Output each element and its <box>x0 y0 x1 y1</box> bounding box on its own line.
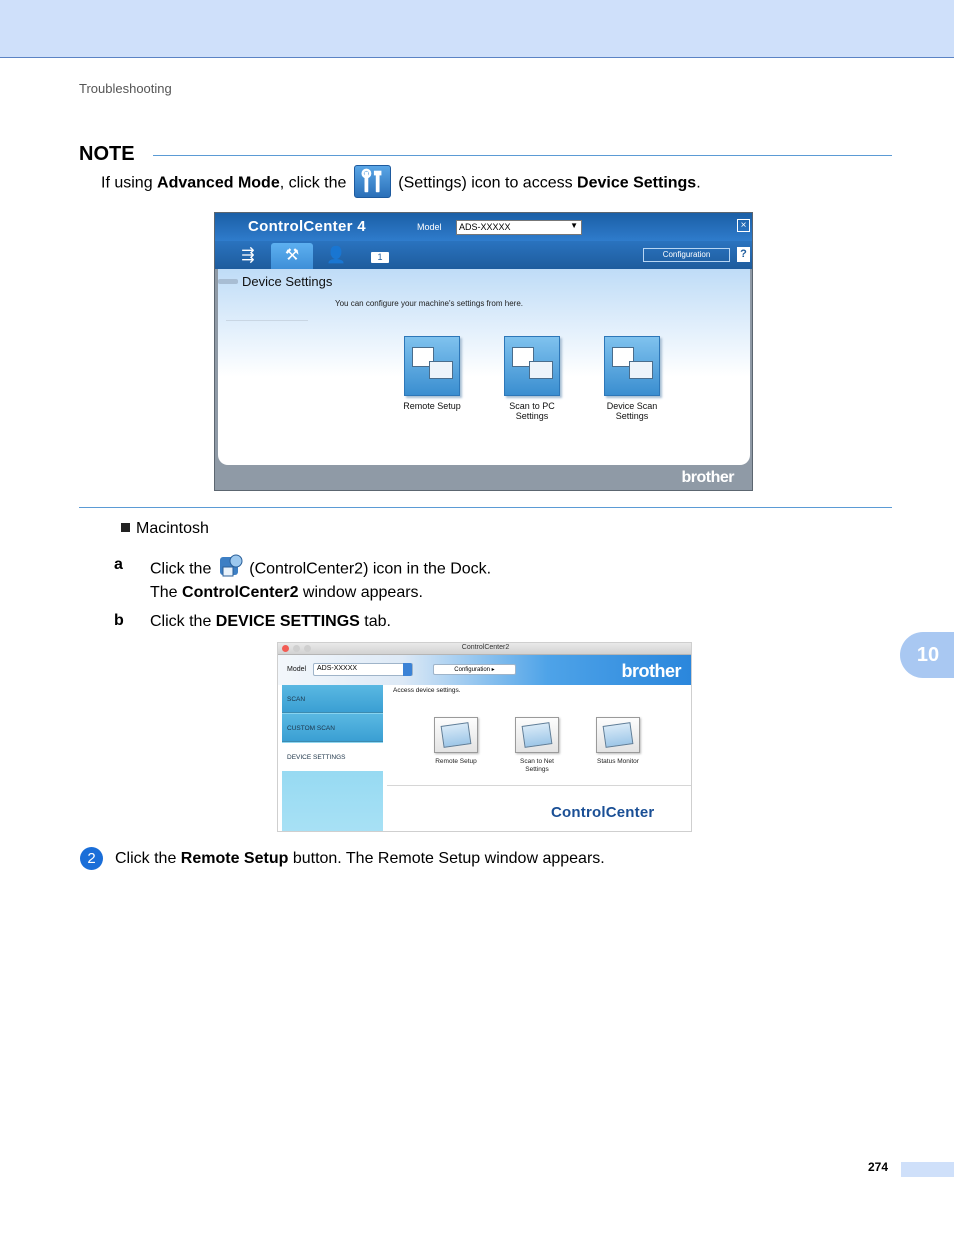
sidebar-item-scan[interactable]: SCAN <box>282 685 383 713</box>
panel-divider <box>226 320 308 321</box>
scan-to-pc-icon <box>504 336 560 396</box>
running-header: Troubleshooting <box>79 81 172 96</box>
button-label: Device Scan Settings <box>606 401 658 421</box>
controlcenter4-screenshot <box>214 212 753 491</box>
cc4-model-value: ADS-XXXXX <box>459 222 511 232</box>
macintosh-bullet <box>121 520 209 538</box>
header-band <box>0 0 954 58</box>
controlcenter2-screenshot <box>277 642 692 832</box>
step-c-text: Click the Remote Setup button. The Remote Setup window appears. <box>115 850 605 867</box>
help-button[interactable]: ? <box>737 247 750 262</box>
cc4-tabbar <box>215 241 752 269</box>
device-settings-bold: Device Settings <box>577 174 697 192</box>
status-monitor-icon <box>596 717 640 753</box>
cc4-panel <box>218 269 750 465</box>
note-text-part: . <box>696 174 701 192</box>
remote-setup-icon <box>434 717 478 753</box>
note-text-part: If using <box>101 174 158 192</box>
settings-icon <box>354 165 391 198</box>
remote-setup-icon <box>404 336 460 396</box>
note-text-part: (Settings) icon to access <box>393 174 578 192</box>
tab-1[interactable] <box>359 243 401 269</box>
mac-scan-to-net-settings-button[interactable] <box>502 717 572 774</box>
sidebar-item-device-settings[interactable]: DEVICE SETTINGS <box>282 743 383 771</box>
cc2-model-value: ADS-XXXXX <box>317 665 358 672</box>
chapter-tab: 10 <box>900 632 954 678</box>
configuration-button[interactable]: Configuration <box>643 248 730 262</box>
mac-status-monitor-button[interactable] <box>583 717 653 766</box>
panel-title: Device Settings <box>242 274 333 289</box>
scan-tab-icon[interactable]: ⇶ <box>241 247 255 264</box>
select-arrows-icon <box>403 663 412 676</box>
page-number: 274 <box>868 1160 889 1174</box>
device-scan-settings-button[interactable] <box>592 336 672 421</box>
device-scan-icon <box>604 336 660 396</box>
cc2-divider <box>387 785 692 786</box>
dropdown-arrow-icon: ▼ <box>570 221 578 230</box>
controlcenter-logo: ControlCenter <box>551 804 655 821</box>
panel-subtitle: You can configure your machine's settings from here. <box>335 299 523 308</box>
cc2-window-title: ControlCenter2 <box>461 644 510 651</box>
scan-to-net-icon <box>515 717 559 753</box>
note-rule <box>153 155 892 156</box>
remote-setup-button[interactable] <box>392 336 472 411</box>
button-label: Status Monitor <box>597 758 639 765</box>
cc2-sidebar <box>282 685 383 832</box>
button-label: Remote Setup <box>403 401 461 411</box>
macintosh-label: Macintosh <box>136 520 209 537</box>
cc2-header <box>278 655 692 685</box>
controlcenter2-icon <box>217 553 244 580</box>
cc2-model-select[interactable] <box>313 663 413 676</box>
page-number-box <box>901 1162 954 1177</box>
button-label: Scan to Net Settings <box>520 758 554 773</box>
step-a-letter: a <box>114 556 123 573</box>
cc4-logo: ControlCenter 4 <box>248 218 366 235</box>
brother-logo: brother <box>621 661 681 681</box>
cc2-model-label: Model <box>287 666 307 673</box>
step-c-number: 2 <box>80 847 103 870</box>
cc2-main-note: Access device settings. <box>393 687 461 694</box>
step-b-text: Click the DEVICE SETTINGS tab. <box>150 613 391 630</box>
bullet-square-icon <box>121 523 130 532</box>
advanced-mode-bold: Advanced Mode <box>157 174 280 192</box>
step-a-text: Click the (ControlCenter2) icon in the Dock. The ControlCenter2 window appears. <box>150 556 491 603</box>
note-end-rule <box>79 507 892 508</box>
panel-marker <box>218 279 238 284</box>
sidebar-item-custom-scan[interactable]: CUSTOM SCAN <box>282 714 383 742</box>
mac-remote-setup-button[interactable] <box>421 717 491 766</box>
button-label: Remote Setup <box>435 758 477 765</box>
button-label: Scan to PC Settings <box>509 401 555 421</box>
note-title: NOTE <box>79 143 135 165</box>
cc4-titlebar <box>215 213 752 241</box>
tab-number: 1 <box>371 252 388 263</box>
scan-to-pc-settings-button[interactable] <box>492 336 572 421</box>
cc4-model-select[interactable] <box>456 220 582 235</box>
note-text-part: , click the <box>279 174 351 192</box>
cc4-model-label: Model <box>417 222 442 232</box>
cc2-configuration-button[interactable]: Configuration ▸ <box>433 664 516 675</box>
device-settings-tab-icon[interactable]: ⚒ <box>271 243 313 269</box>
cc4-footer <box>215 465 752 491</box>
note-text <box>101 167 701 200</box>
cc2-titlebar <box>278 643 692 655</box>
person-tab-icon[interactable]: 👤 <box>326 247 346 264</box>
step-b-letter: b <box>114 612 124 629</box>
brother-logo: brother <box>681 469 734 486</box>
close-icon[interactable]: × <box>737 219 750 232</box>
